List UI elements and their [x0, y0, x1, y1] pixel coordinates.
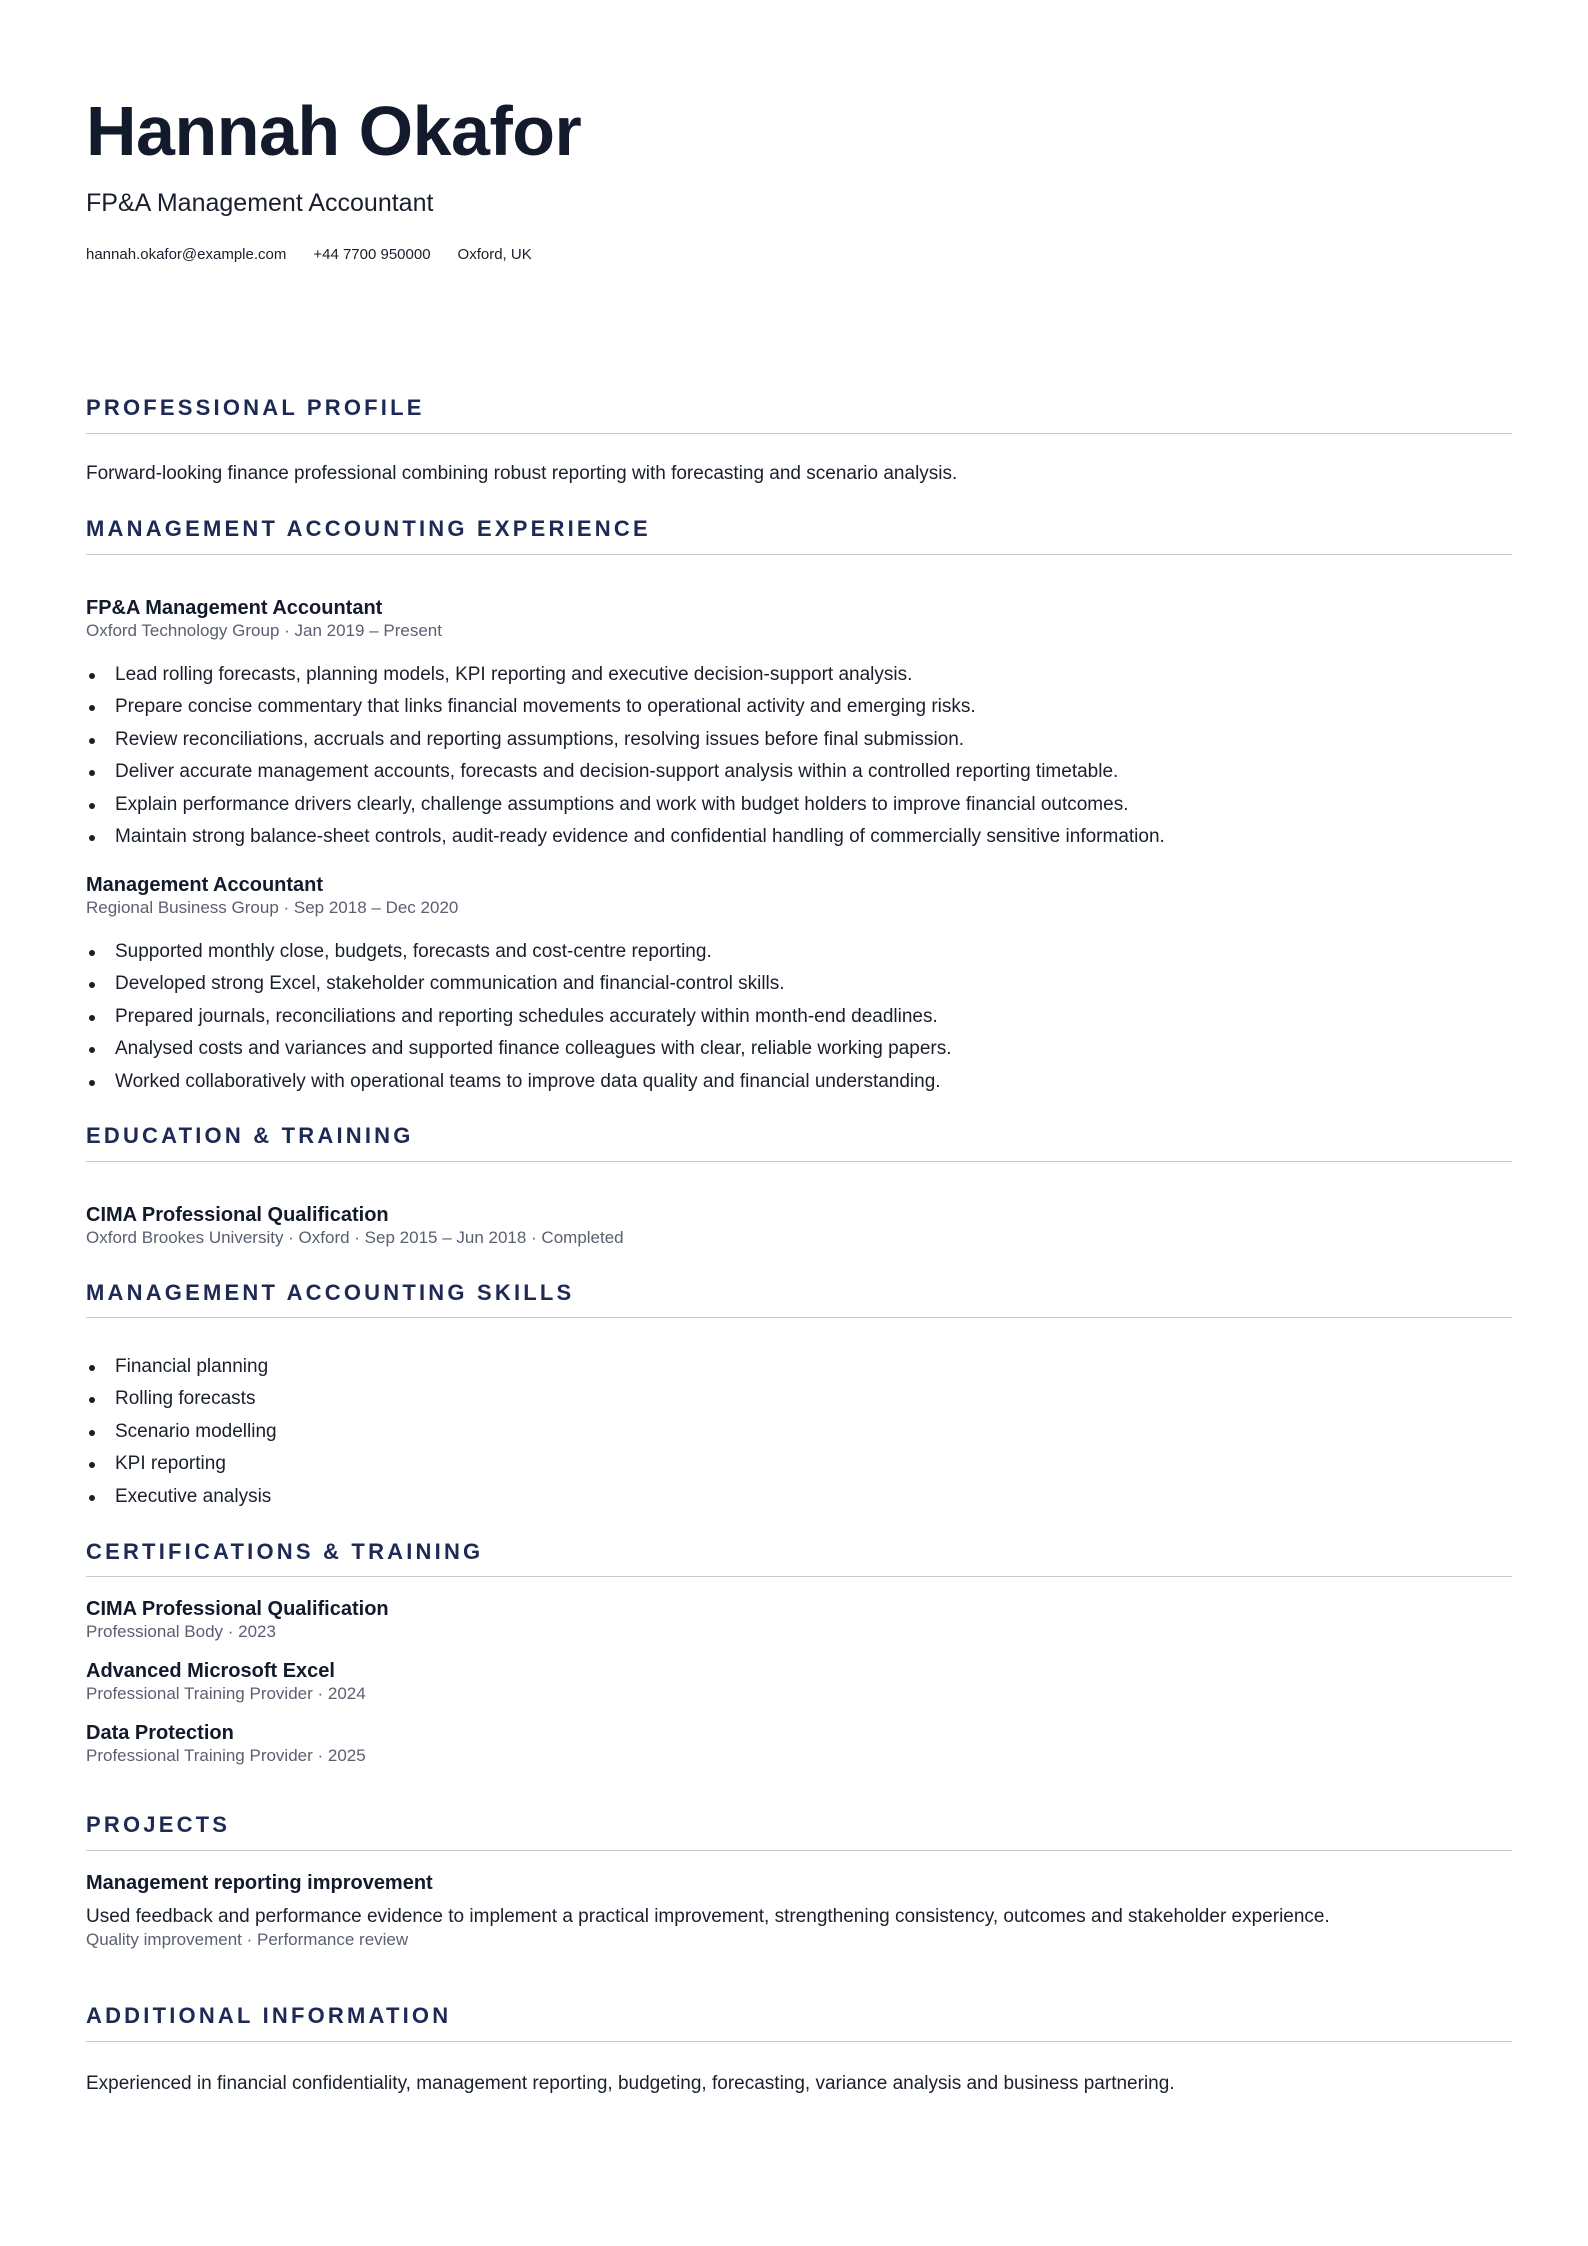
project-name: Management reporting improvement: [86, 1872, 433, 1894]
job-bullet: Explain performance drivers clearly, challenge assumptions and work with budget holders to improve financial outcomes.: [86, 793, 1165, 825]
candidate-name: Hannah Okafor: [86, 92, 582, 170]
job-bullets: [86, 663, 1165, 857]
section-divider: [86, 433, 1512, 434]
project-description: Used feedback and performance evidence to implement a practical improvement, strengthening consistency, outcomes and stakeholder experience.: [86, 1906, 1330, 1927]
job-bullet: Maintain strong balance-sheet controls, audit-ready evidence and confidential handling of commercially sensitive information.: [86, 825, 1165, 857]
section-divider: [86, 1161, 1512, 1162]
profile-summary: Forward-looking finance professional combining robust reporting with forecasting and scenario analysis.: [86, 463, 958, 484]
job-bullet: Review reconciliations, accruals and reporting assumptions, resolving issues before final submission.: [86, 728, 1165, 760]
contact-line: [86, 246, 532, 263]
certification-name: CIMA Professional Qualification: [86, 1598, 389, 1620]
section-title-additional: ADDITIONAL INFORMATION: [86, 2003, 452, 2028]
contact-email: hannah.okafor@example.com: [86, 246, 287, 263]
section-title-profile: PROFESSIONAL PROFILE: [86, 395, 425, 420]
job-meta: Regional Business Group · Sep 2018 – Dec 2020: [86, 898, 459, 917]
skill-item: Financial planning: [86, 1355, 277, 1387]
skill-item: Executive analysis: [86, 1485, 277, 1517]
candidate-headline: FP&A Management Accountant: [86, 189, 434, 217]
contact-phone: +44 7700 950000: [313, 246, 431, 263]
job-bullet: Prepared journals, reconciliations and reporting schedules accurately within month-end deadlines.: [86, 1005, 952, 1037]
skill-item: KPI reporting: [86, 1452, 277, 1484]
section-title-projects: PROJECTS: [86, 1812, 231, 1837]
job-role: Management Accountant: [86, 874, 324, 896]
education-meta: Oxford Brookes University · Oxford · Sep 2015 – Jun 2018 · Completed: [86, 1228, 624, 1247]
section-divider: [86, 554, 1512, 555]
skill-item: Scenario modelling: [86, 1420, 277, 1452]
section-divider: [86, 2041, 1512, 2042]
additional-info: Experienced in financial confidentiality, management reporting, budgeting, forecasting, variance analysis and business partnering.: [86, 2073, 1175, 2094]
job-meta: Oxford Technology Group · Jan 2019 – Present: [86, 621, 442, 640]
job-bullet: Prepare concise commentary that links financial movements to operational activity and emerging risks.: [86, 695, 1165, 727]
certification-meta: Professional Training Provider · 2024: [86, 1684, 366, 1703]
job-role: FP&A Management Accountant: [86, 597, 383, 619]
section-divider: [86, 1317, 1512, 1318]
job-bullet: Analysed costs and variances and supported finance colleagues with clear, reliable working papers.: [86, 1037, 952, 1069]
job-bullet: Worked collaboratively with operational teams to improve data quality and financial understanding.: [86, 1070, 952, 1102]
education-qualification: CIMA Professional Qualification: [86, 1204, 389, 1226]
certification-meta: Professional Training Provider · 2025: [86, 1746, 366, 1765]
certification-meta: Professional Body · 2023: [86, 1622, 276, 1641]
section-title-education: EDUCATION & TRAINING: [86, 1123, 414, 1148]
section-title-certifications: CERTIFICATIONS & TRAINING: [86, 1539, 484, 1564]
job-bullet: Deliver accurate management accounts, forecasts and decision-support analysis within a controlled reporting timetable.: [86, 760, 1165, 792]
certification-name: Advanced Microsoft Excel: [86, 1660, 335, 1682]
section-title-experience: MANAGEMENT ACCOUNTING EXPERIENCE: [86, 516, 651, 541]
skills-list: [86, 1355, 277, 1517]
section-divider: [86, 1576, 1512, 1577]
job-bullet: Developed strong Excel, stakeholder communication and financial-control skills.: [86, 972, 952, 1004]
contact-location: Oxford, UK: [457, 246, 532, 263]
section-title-skills: MANAGEMENT ACCOUNTING SKILLS: [86, 1280, 575, 1305]
job-bullets: [86, 940, 952, 1102]
job-bullet: Supported monthly close, budgets, forecasts and cost-centre reporting.: [86, 940, 952, 972]
job-bullet: Lead rolling forecasts, planning models, KPI reporting and executive decision-support analysis.: [86, 663, 1165, 695]
certification-name: Data Protection: [86, 1722, 234, 1744]
section-divider: [86, 1850, 1512, 1851]
project-tags: Quality improvement · Performance review: [86, 1930, 409, 1949]
skill-item: Rolling forecasts: [86, 1387, 277, 1419]
